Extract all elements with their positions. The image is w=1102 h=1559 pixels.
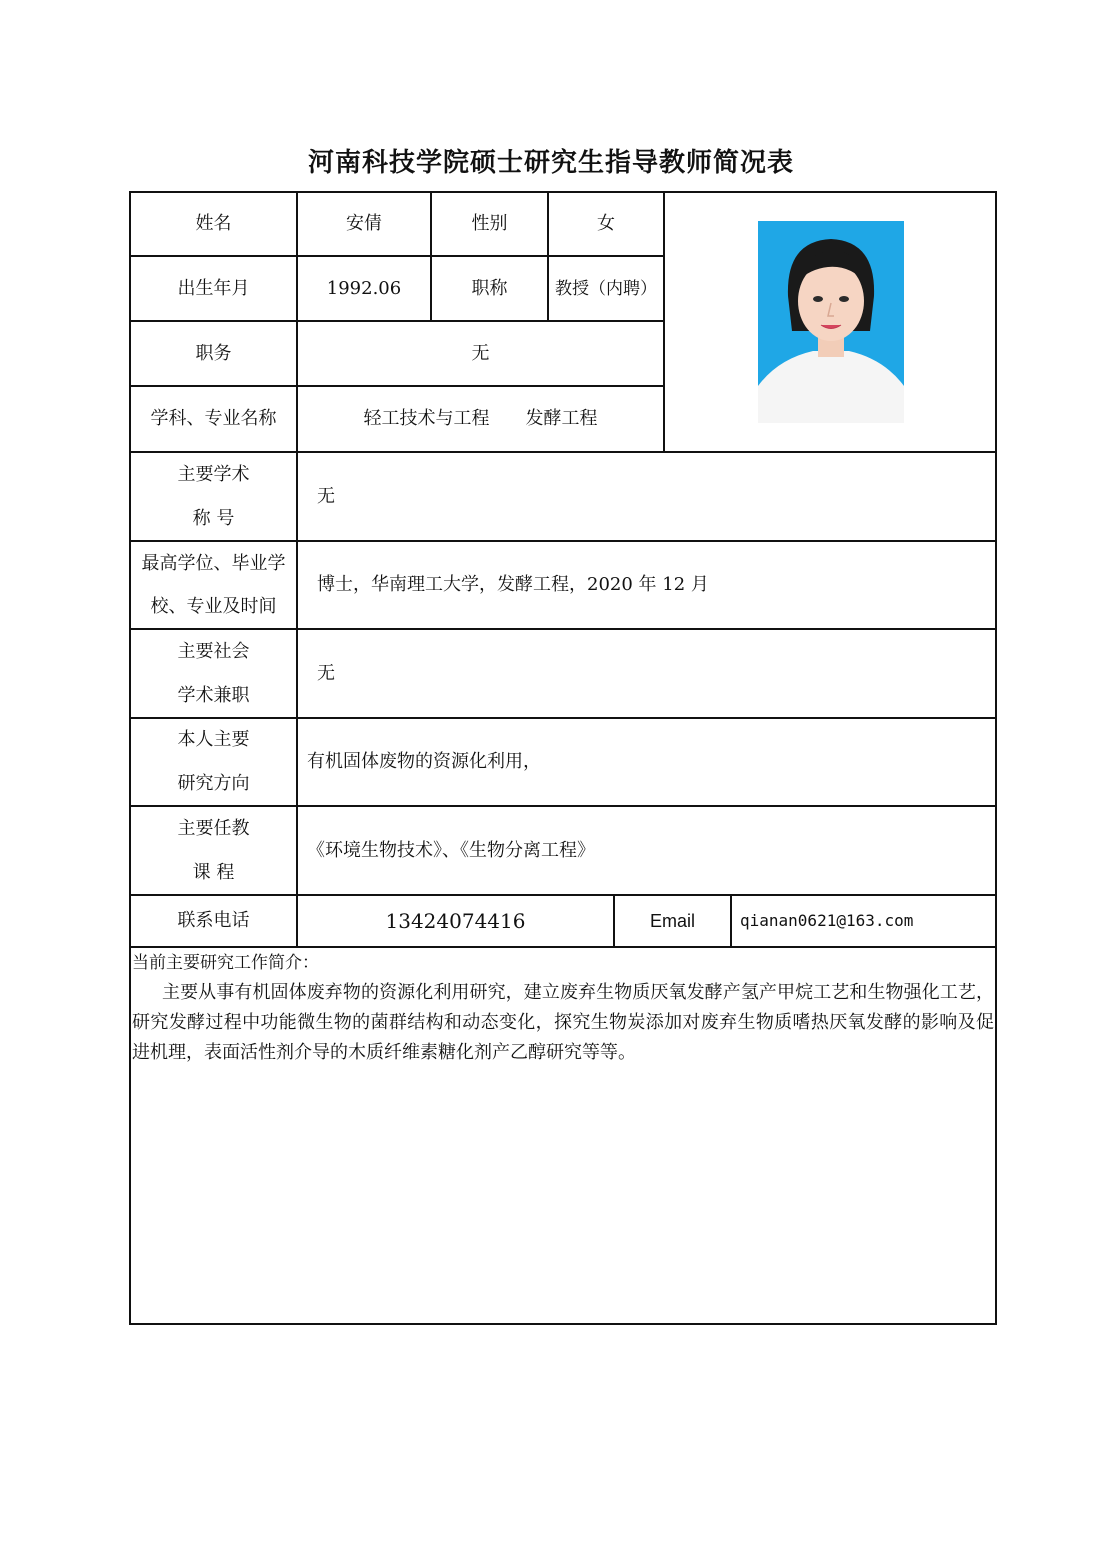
academic-title-value: 无	[317, 485, 335, 507]
email-value: qianan0621@163.com	[740, 911, 914, 930]
rank-label: 职称	[471, 277, 508, 299]
social-role-label: 主要社会 学术兼职	[177, 640, 250, 706]
name-label: 姓名	[195, 213, 232, 234]
intro-body: 主要从事有机固体废弃物的资源化利用研究，建立废弃生物质厌氧发酵产氢产甲烷工艺和生物强化工艺，研究发酵过程中功能微生物的菌群结构和动态变化，探究生物炭添加对废弃生物质嗜热厌氧发酵的影响及促进机理，表面活性剂介导的木质纤维素糖化剂产乙醇研究等等。	[132, 982, 994, 1063]
person-portrait-icon	[758, 221, 904, 423]
major-label: 学科、专业名称	[150, 408, 277, 429]
email-label: Email	[649, 911, 695, 931]
profile-table	[129, 191, 997, 1325]
post-value: 无	[471, 342, 490, 364]
portrait-photo	[758, 221, 904, 423]
name-value: 安倩	[346, 213, 382, 234]
gender-label: 性别	[471, 213, 508, 234]
social-role-value: 无	[317, 662, 335, 684]
courses-value: 《环境生物技术》、《生物分离工程》	[307, 839, 595, 861]
intro-heading: 当前主要研究工作简介：	[132, 953, 319, 973]
research-direction-value: 有机固体废物的资源化利用，	[307, 751, 541, 772]
form-title: 河南科技学院硕士研究生指导教师简况表	[307, 148, 794, 178]
phone-value: 13424074416	[385, 909, 526, 933]
birth-value: 1992.06	[326, 277, 402, 299]
major-value: 轻工技术与工程 发酵工程	[363, 408, 598, 429]
research-direction-label: 本人主要 研究方向	[177, 729, 250, 794]
phone-label: 联系电话	[177, 910, 250, 931]
birth-label: 出生年月	[177, 277, 250, 299]
post-label: 职务	[195, 342, 232, 364]
academic-title-label: 主要学术 称 号	[177, 463, 250, 529]
degree-label: 最高学位、毕业学 校、专业及时间	[141, 553, 286, 617]
courses-label: 主要任教 课 程	[177, 817, 250, 883]
degree-value: 博士，华南理工大学，发酵工程，2020 年 12 月	[317, 574, 709, 595]
gender-value: 女	[597, 213, 615, 234]
rank-value: 教授（内聘）	[555, 278, 657, 299]
